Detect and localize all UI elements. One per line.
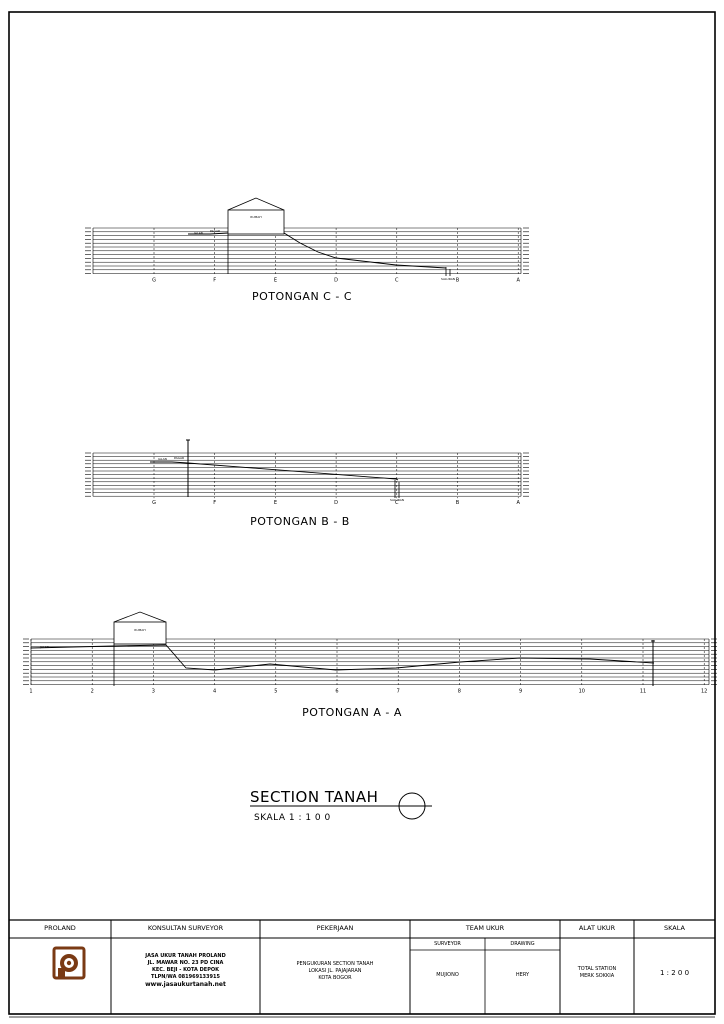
consultant-line: JL. MAWAR NO. 23 PD CINA xyxy=(147,960,224,966)
proland-header: PROLAND xyxy=(44,924,76,932)
proland-logo xyxy=(44,946,92,988)
station-label: F xyxy=(213,277,217,284)
job-line: KOTA BOGOR xyxy=(318,975,352,981)
section-c-c-title: POTONGAN C - C xyxy=(252,290,352,303)
station-label: E xyxy=(273,500,277,507)
section-b-b-station-ticks xyxy=(154,453,518,498)
drain-label: SALURAN xyxy=(441,277,455,281)
station-label: C xyxy=(395,277,399,284)
section-a-a xyxy=(23,612,717,719)
building-body xyxy=(228,210,284,234)
sheet-border xyxy=(9,12,715,1014)
building-label: RUMAH xyxy=(134,628,146,632)
fence-label: PAGAR xyxy=(210,229,221,233)
station-label: 8 xyxy=(457,688,461,695)
drain-label: SALURAN xyxy=(390,498,404,502)
station-label: G xyxy=(152,277,156,284)
station-label: B xyxy=(455,277,460,284)
proland-logo-icon xyxy=(44,946,92,988)
consultant-line: TLPN/WA 081969133915 xyxy=(151,974,220,980)
building-label: RUMAH xyxy=(250,215,262,219)
station-label: 12 xyxy=(701,688,708,695)
section-b-b xyxy=(85,440,529,528)
section-a-a-station-labels xyxy=(29,689,707,695)
job-header: PEKERJAAN xyxy=(316,924,354,932)
station-label: F xyxy=(213,500,217,507)
station-label: B xyxy=(455,500,460,507)
drawing-scale: SKALA 1 : 1 0 0 xyxy=(254,813,331,823)
building-body xyxy=(114,622,166,644)
job-line: PENGUKURAN SECTION TANAH xyxy=(296,961,374,967)
section-b-b-title: POTONGAN B - B xyxy=(250,515,350,528)
consultant-line: KEC. BEJI - KOTA DEPOK xyxy=(152,967,219,973)
station-label: 3 xyxy=(151,688,155,695)
consultant-header: KONSULTAN SURVEYOR xyxy=(147,924,224,932)
section-c-c-station-ticks xyxy=(154,228,518,276)
station-label: C xyxy=(395,500,399,507)
job-line: LOKASI JL. PAJAJARAN xyxy=(308,968,362,974)
station-label: E xyxy=(273,277,277,284)
station-label: 10 xyxy=(578,688,585,695)
station-label: 9 xyxy=(519,688,523,695)
team-header: TEAM UKUR xyxy=(465,924,505,932)
station-label: 6 xyxy=(335,688,339,695)
job-info xyxy=(260,961,410,982)
station-label: 7 xyxy=(396,688,400,695)
consultant-line: JASA UKUR TANAH PROLAND xyxy=(145,953,226,959)
station-label: 5 xyxy=(274,688,278,695)
station-label: 1 xyxy=(29,688,33,695)
section-b-b-post xyxy=(186,440,190,497)
drawing-name: HERY xyxy=(515,972,530,978)
building-roof xyxy=(114,612,166,622)
station-label: G xyxy=(152,500,156,507)
tool-info xyxy=(560,966,634,980)
section-a-a-station-ticks xyxy=(31,639,704,687)
start-label: JALAN xyxy=(194,231,203,235)
section-c-c-grid xyxy=(85,228,529,274)
start-label: JALAN xyxy=(158,457,167,461)
station-label: D xyxy=(334,277,339,284)
tool-line: TOTAL STATION xyxy=(577,966,617,972)
section-a-a-title: POTONGAN A - A xyxy=(302,706,402,719)
drawing-title: SECTION TANAH xyxy=(250,788,379,806)
section-c-c xyxy=(85,198,529,303)
section-c-c-ground-profile xyxy=(188,233,446,268)
station-label: 2 xyxy=(90,688,94,695)
section-b-b-station-labels xyxy=(152,500,520,506)
station-label: D xyxy=(334,500,339,507)
section-c-c-drain xyxy=(441,267,455,281)
drawing-title-block xyxy=(250,788,432,823)
start-label: JALAN xyxy=(40,645,49,649)
tool-header: ALAT UKUR xyxy=(578,924,616,932)
tool-line: MERK SOKKIA xyxy=(579,973,615,979)
section-a-a-ground-profile xyxy=(31,645,654,670)
scale-header: SKALA xyxy=(664,924,685,932)
section-a-a-building xyxy=(114,612,166,686)
fence-label: PAGAR xyxy=(174,456,185,460)
station-label: A xyxy=(516,500,520,507)
section-b-b-grid xyxy=(85,453,529,496)
section-c-c-station-labels xyxy=(152,278,520,284)
station-label: A xyxy=(516,277,520,284)
station-label: 11 xyxy=(639,688,647,695)
surveyor-header: SURVEYOR xyxy=(434,941,461,947)
station-label: 4 xyxy=(213,688,217,695)
consultant-website: www.jasaukurtanah.net xyxy=(145,981,226,988)
drawing-header: DRAWING xyxy=(510,941,535,947)
scale-value: 1 : 2 0 0 xyxy=(659,969,690,977)
surveyor-name: MUJIONO xyxy=(436,972,459,978)
building-roof xyxy=(228,198,284,210)
consultant-info xyxy=(111,953,260,988)
